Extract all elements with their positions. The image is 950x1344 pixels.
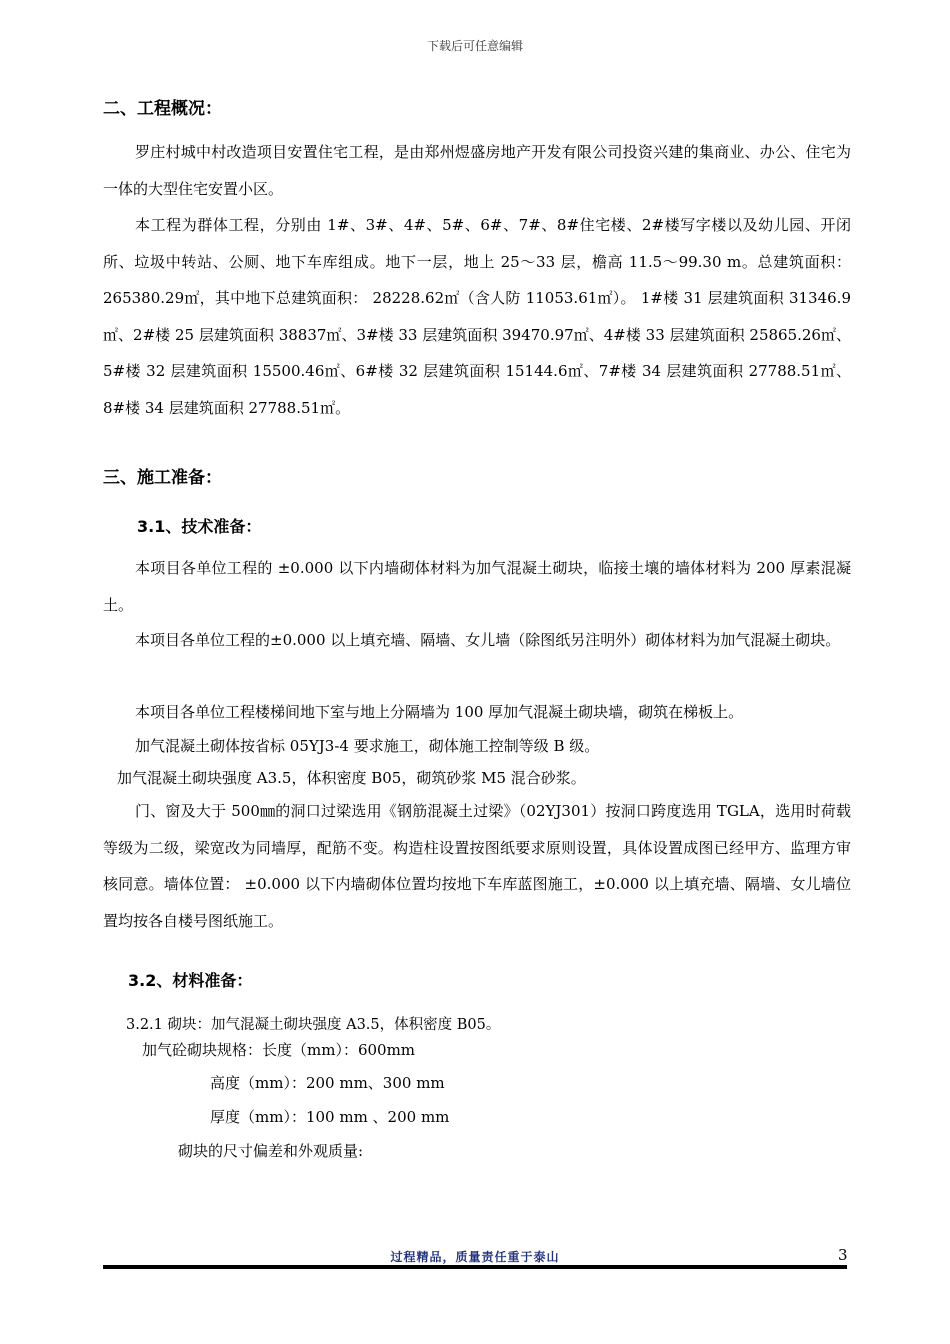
header-note: 下载后可任意编辑 bbox=[426, 39, 523, 53]
overview-paragraph-1: 罗庄村城中村改造项目安置住宅工程，是由郑州煜盛房地产开发有限公司投资兴建的集商业、办公、住宅为一体的大型住宅安置小区。 bbox=[103, 143, 851, 198]
material-line-3: 高度（mm）：200 mm、300 mm bbox=[210, 1074, 445, 1092]
subsection-3-1-title: 3.1、技术准备： bbox=[137, 517, 262, 536]
tech-paragraph-4: 加气混凝土砌体按省标 05YJ3-4 要求施工，砌体施工控制等级 B 级。 bbox=[135, 737, 600, 755]
material-line-1: 3.2.1 砌块：加气混凝土砌块强度 A3.5，体积密度 B05。 bbox=[126, 1017, 501, 1033]
tech-paragraph-6: 门、窗及大于 500㎜的洞口过梁选用《钢筋混凝土过梁》（02YJ301）按洞口跨度选用 TGLA，选用时荷载等级为二级，梁宽改为同墙厚，配筋不变。构造柱设置按图纸要求原则设置，具体设置成图已经甲方、监理方审核同意。墙体位置： ±0.000 以下内墙砌体位置均按地下车库蓝图施工，±0.000 以上填充墙、隔墙、女儿墙位置均按各自楼号图纸施工。 bbox=[103, 802, 851, 930]
footer-rule bbox=[103, 1265, 847, 1269]
overview-paragraph-2: 本工程为群体工程，分别由 1#、3#、4#、5#、6#、7#、8#住宅楼、2#楼写字楼以及幼儿园、开闭所、垃圾中转站、公厕、地下车库组成。地下一层，地上 25～33 层，檐高 11.5～99.30 m。总建筑面积：265380.29㎡，其中地下总建筑面积： 28228.62㎡（含人防 11053.61㎡）。 1#楼 31 层建筑面积 31346.9㎡、2#楼 25 层建筑面积 38837㎡、3#楼 33 层建筑面积 39470.97㎡、4#楼 33 层建筑面积 25865.26㎡、5#楼 32 层建筑面积 15500.46㎡、6#楼 32 层建筑面积 15144.6㎡、7#楼 34 层建筑面积 27788.51㎡、8#楼 34 层建筑面积 27788.51㎡。 bbox=[103, 216, 851, 417]
footer-motto: 过程精品，质量责任重于泰山 bbox=[390, 1250, 560, 1264]
tech-paragraph-3: 本项目各单位工程楼梯间地下室与地上分隔墙为 100 厚加气混凝土砌块墙，砌筑在梯板上。 bbox=[135, 703, 744, 721]
section-3-title: 三、施工准备： bbox=[103, 468, 222, 488]
tech-paragraph-5: 加气混凝土砌块强度 A3.5，体积密度 B05，砌筑砂浆 M5 混合砂浆。 bbox=[117, 769, 586, 787]
section-2-title: 二、工程概况： bbox=[103, 99, 222, 119]
page-number: 3 bbox=[838, 1246, 848, 1264]
tech-paragraph-2: 本项目各单位工程的±0.000 以上填充墙、隔墙、女儿墙（除图纸另注明外）砌体材料为加气混凝土砌块。 bbox=[135, 631, 841, 649]
material-line-2: 加气砼砌块规格：长度（mm）：600mm bbox=[142, 1041, 416, 1059]
subsection-3-2-title: 3.2、材料准备： bbox=[128, 971, 253, 990]
material-line-5: 砌块的尺寸偏差和外观质量: bbox=[178, 1142, 364, 1160]
material-line-4: 厚度（mm）：100 mm 、200 mm bbox=[210, 1108, 450, 1126]
tech-paragraph-1: 本项目各单位工程的 ±0.000 以下内墙砌体材料为加气混凝土砌块，临接土壤的墙体材料为 200 厚素混凝土。 bbox=[103, 559, 851, 614]
